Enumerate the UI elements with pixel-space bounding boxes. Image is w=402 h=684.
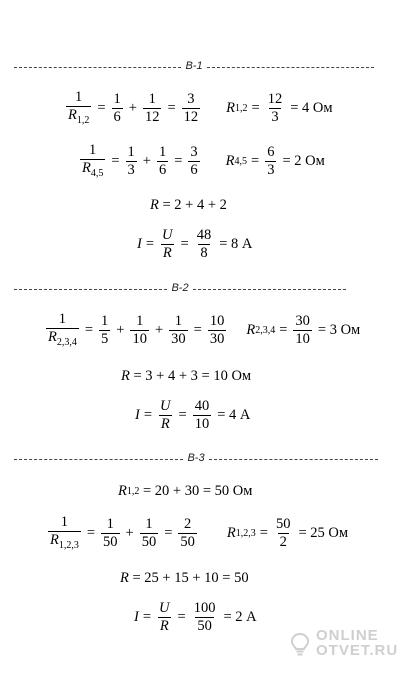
fraction: $\frac{1}{10}$: [132, 312, 147, 347]
result-text: = 25 Ом: [298, 524, 349, 541]
equation-b1-parallel-12: $\frac{1}{R_{1,2}}$ = $\frac{1}{6}$ + $\frac{1}{12}$ = $\frac{3}{12}$ R 1,2 = $\frac{12}{3}$ = 4 Ом: [68, 89, 333, 127]
fraction: $\frac{10}{30}$: [209, 312, 225, 347]
section-separator-b1: [14, 59, 374, 73]
fraction: $\frac{1}{R_{4,5}}$: [82, 142, 104, 180]
section-separator-b2: [14, 281, 346, 295]
result-text: = 3 Ом: [317, 321, 361, 338]
fraction: $\frac{30}{10}$: [295, 312, 310, 347]
equation-b3-series-12: R 1,2 = 20 + 30 = 50 Ом: [118, 483, 253, 499]
fraction: $\frac{1}{6}$: [113, 90, 121, 125]
result-text: = 2 А: [223, 609, 257, 626]
fraction: $\frac{1}{R_{1,2}}$: [68, 89, 90, 127]
equation-b1-current: I = $\frac{U}{R}$ = $\frac{48}{8}$ = 8 А: [137, 227, 253, 262]
fraction: $\frac{U}{R}$: [160, 398, 171, 433]
equation-b2-parallel-234: $\frac{1}{R_{2,3,4}}$ = $\frac{1}{5}$ + $\frac{1}{10}$ + $\frac{1}{30}$ = $\frac{10}{30}$ R 2,3,4 = $\frac{30}{10}$ = 3 Ом: [48, 311, 361, 349]
lightbulb-icon: [290, 632, 310, 658]
watermark-logo: ONLINE OTVET.RU: [292, 628, 398, 658]
fraction: $\frac{U}{R}$: [162, 227, 173, 262]
result-text: = 2 Ом: [282, 152, 325, 169]
fraction: $\frac{1}{50}$: [103, 515, 118, 550]
equation-b3-total-r: R = 25 + 15 + 10 = 50: [120, 570, 249, 586]
fraction: $\frac{1}{6}$: [158, 143, 167, 178]
equation-b2-current: I = $\frac{U}{R}$ = $\frac{40}{10}$ = 4 А: [135, 398, 251, 433]
equation-b3-current: I = $\frac{U}{R}$ = $\frac{100}{50}$ = 2 А: [134, 600, 257, 635]
fraction: $\frac{2}{50}$: [180, 515, 195, 550]
equation-b1-total-r: R = 2 + 4 + 2: [150, 197, 227, 213]
section-label: В-3: [187, 452, 205, 464]
fraction: $\frac{1}{12}$: [144, 90, 160, 125]
fraction: $\frac{6}{3}$: [267, 143, 275, 178]
section-label: В-1: [185, 60, 203, 72]
fraction: $\frac{1}{R_{2,3,4}}$: [48, 311, 77, 349]
fraction: $\frac{100}{50}$: [193, 600, 216, 635]
section-separator-b3: [14, 451, 378, 465]
section-label: В-2: [171, 282, 189, 294]
result-text: = 4 А: [217, 407, 251, 424]
fraction: $\frac{1}{5}$: [101, 312, 109, 347]
fraction: $\frac{50}{2}$: [275, 515, 291, 550]
result-text: = 8 А: [219, 236, 253, 253]
fraction: $\frac{U}{R}$: [159, 600, 170, 635]
fraction: $\frac{1}{3}$: [127, 143, 135, 178]
equation-b1-parallel-45: $\frac{1}{R_{4,5}}$ = $\frac{1}{3}$ + $\frac{1}{6}$ = $\frac{3}{6}$ R 4,5 = $\frac{6}{3}$ = 2 Ом: [82, 142, 325, 180]
fraction: $\frac{48}{8}$: [196, 227, 212, 262]
fraction: $\frac{3}{6}$: [190, 143, 198, 178]
result-text: = 4 Ом: [290, 99, 333, 116]
equation-b2-total-r: R = 3 + 4 + 3 = 10 Ом: [121, 368, 252, 384]
fraction: $\frac{40}{10}$: [194, 398, 210, 433]
fraction: $\frac{1}{50}$: [141, 515, 157, 550]
fraction: $\frac{12}{3}$: [267, 90, 283, 125]
fraction: $\frac{1}{30}$: [171, 312, 186, 347]
fraction: $\frac{1}{R_{1,2,3}}$: [50, 514, 79, 552]
equation-b3-parallel-123: $\frac{1}{R_{1,2,3}}$ = $\frac{1}{50}$ + $\frac{1}{50}$ = $\frac{2}{50}$ R 1,2,3 = $\frac{50}{2}$ = 25 Ом: [50, 514, 349, 552]
fraction: $\frac{3}{12}$: [183, 90, 199, 125]
